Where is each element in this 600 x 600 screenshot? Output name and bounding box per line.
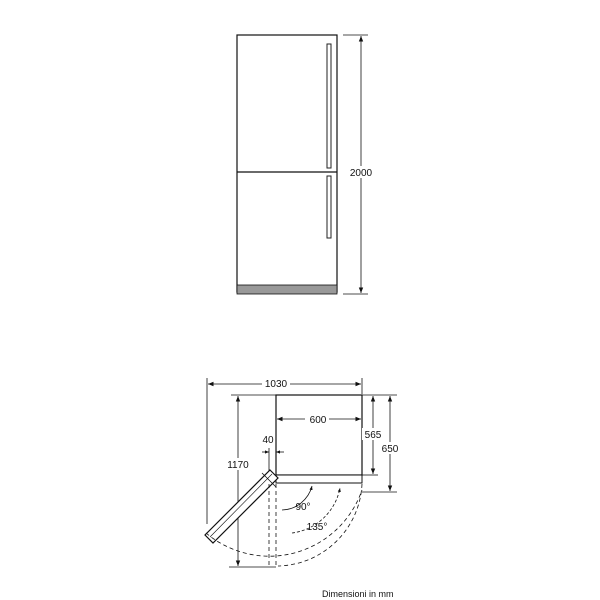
upper-door-handle <box>327 44 331 168</box>
front-view <box>237 35 374 294</box>
angle-135-label: 135° <box>306 522 328 533</box>
height-label: 2000 <box>349 168 373 179</box>
open-door-135 <box>205 470 278 543</box>
angle-90-label: 90° <box>295 502 311 513</box>
overall-width-label: 1030 <box>264 379 288 390</box>
units-caption: Dimensioni in mm <box>322 589 394 599</box>
body-width-label: 600 <box>309 415 327 426</box>
fridge-plan-body <box>276 395 362 475</box>
fridge-plan-door <box>276 475 362 483</box>
depth-without-door-label: 565 <box>364 430 382 441</box>
door-gap-label: 40 <box>262 435 274 446</box>
swing-depth-label: 1170 <box>227 460 249 471</box>
top-view <box>205 377 401 567</box>
depth-with-door-label: 650 <box>381 444 399 455</box>
lower-door-handle <box>327 176 331 238</box>
plinth <box>237 285 337 294</box>
fridge-body <box>237 35 337 292</box>
